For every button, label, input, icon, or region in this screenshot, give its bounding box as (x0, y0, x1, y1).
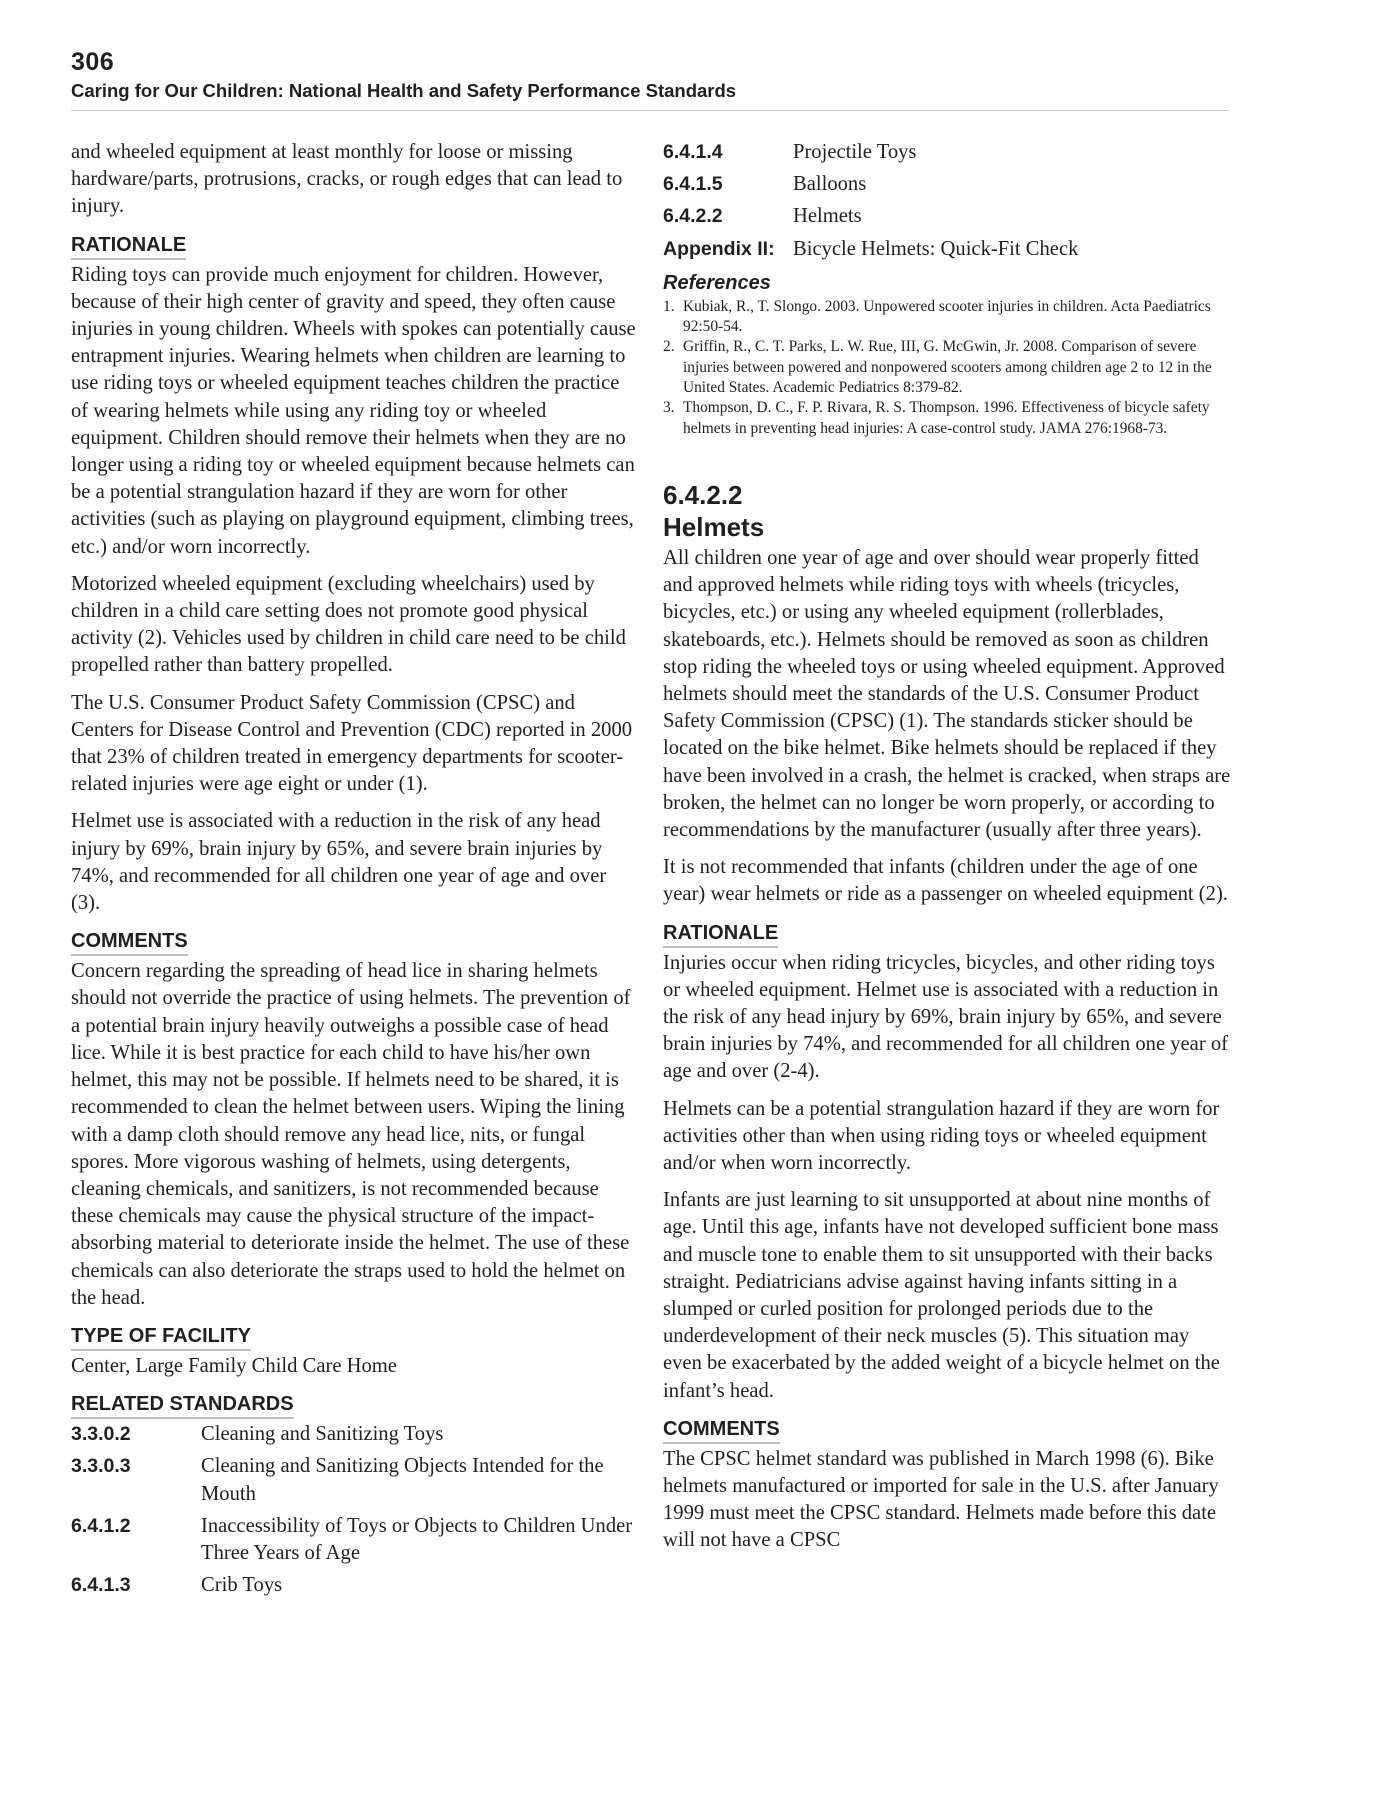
related-standard-item (71, 1453, 639, 1507)
standard-title: Cleaning and Sanitizing Toys (201, 1423, 444, 1446)
standard-code: 6.4.1.4 (663, 141, 723, 163)
comments-paragraph: Concern regarding the spreading of head lice in sharing helmets should not override the practice of using helmets. The prevention of a potential brain injury heavily outweighs a possible case of head lice. While it is best practice for each child to have his/her own helmet, this may not be possible. If helmets need to be shared, it is recommended to clean the helmet between users. Wiping the lining with a damp cloth should remove any head lice, nits, or fungal spores. More vigorous washing of helmets, using detergents, cleaning chemicals, and sanitizers, is not recommended because these chemicals may cause the physical structure of the impact-absorbing material to deteriorate inside the helmet. The use of these chemicals can also deteriorate the straps used to hold the helmet on the head. (71, 960, 631, 1309)
reference-item (663, 297, 1231, 338)
reference-number: 2. (663, 338, 675, 356)
rationale-paragraph: The U.S. Consumer Product Safety Commission (CPSC) and Centers for Disease Control and Prevention (CDC) reported in 2000 that 23% of children treated in emergency departments for scooter-related injuries were age eight or under (1). (71, 691, 633, 796)
right-column (663, 139, 1231, 1565)
reference-item (663, 398, 1231, 439)
intro-paragraph: and wheeled equipment at least monthly for loose or missing hardware/parts, protrusions, cracks, or rough edges that can lead to injury. (71, 141, 623, 218)
standard-code: 6.4.1.2 (71, 1514, 131, 1537)
standard-title: Inaccessibility of Toys or Objects to Children Under Three Years of Age (201, 1514, 633, 1564)
related-standard-item (71, 1421, 639, 1448)
running-header-title: Caring for Our Children: National Health and Safety Performance Standards (71, 80, 737, 101)
reference-text: Thompson, D. C., F. P. Rivara, R. S. Thompson. 1996. Effectiveness of bicycle safety helmets in preventing head injuries: A case-control study. JAMA 276:1968-73. (683, 399, 1210, 437)
rationale-paragraph: Infants are just learning to sit unsupported at about nine months of age. Until this age, infants have not developed sufficient bone mass and muscle tone to enable them to sit unsupported with their backs straight. Pediatricians advise against having infants sitting in a slumped or curled position for prolonged periods due to the underdevelopment of their neck muscles (5). This situation may even be exacerbated by the added weight of a bicycle helmet on the infant’s head. (663, 1189, 1220, 1402)
standard-number-heading: 6.4.2.2 (663, 479, 743, 510)
related-standard-item (663, 139, 1231, 166)
standard-title: Balloons (793, 173, 867, 196)
related-standards-heading: RELATED STANDARDS (71, 1392, 294, 1419)
comments-heading: COMMENTS (663, 1417, 780, 1444)
related-standard-item (71, 1572, 639, 1599)
comments-paragraph: The CPSC helmet standard was published in March 1998 (6). Bike helmets manufactured or imported for sale in the U.S. after January 1999 must meet the CPSC standard. Helmets made before this date will not have a CPSC (663, 1447, 1219, 1552)
rationale-paragraph: Motorized wheeled equipment (excluding wheelchairs) used by children in a child care setting does not promote good physical activity (2). Vehicles used by children in child care need to be child propelled rather than battery propelled. (71, 572, 626, 677)
rationale-paragraph: Helmets can be a potential strangulation hazard if they are worn for activities other than when using riding toys or wheeled equipment and/or when worn incorrectly. (663, 1097, 1220, 1174)
reference-number: 1. (663, 297, 675, 315)
standard-code: Appendix II: (663, 237, 775, 260)
standard-code: 3.3.0.2 (71, 1423, 131, 1446)
rationale-heading: RATIONALE (663, 921, 778, 948)
rationale-paragraph: Riding toys can provide much enjoyment for children. However, because of their high center of gravity and speed, they often cause injuries in young children. Wheels with spokes can potentially cause entrapment injuries. Wearing helmets when children are learning to use riding toys or wheeled equipment teaches children the practice of wearing helmets while using any riding toy or wheeled equipment. Children should remove their helmets when they are no longer using a riding toy or wheeled equipment because helmets can be a potential strangulation hazard if they are worn for other activities (such as playing on playground equipment, climbing trees, etc.) and/or worn incorrectly. (71, 263, 636, 558)
references-heading: References (663, 271, 771, 294)
standard-title: Crib Toys (201, 1574, 283, 1597)
standard-title: Cleaning and Sanitizing Objects Intended for the Mouth (201, 1455, 604, 1505)
standard-body-paragraph: All children one year of age and over should wear properly fitted and approved helmets while riding toys with wheels (tricycles, bicycles, etc.) or using any wheeled equipment (rollerblades, skateboards, etc.). Helmets should be removed as soon as children stop riding the wheeled toys or using wheeled equipment. Approved helmets should meet the standards of the U.S. Consumer Product Safety Commission (CPSC) (1). The standards sticker should be located on the bike helmet. Bike helmets should be replaced if they have been involved in a crash, the helmet is cracked, when straps are broken, the helmet can no longer be worn properly, or according to recommendations by the manufacturer (usually after three years). (663, 546, 1231, 841)
header-rule (71, 110, 1229, 111)
related-standard-item (71, 1513, 639, 1567)
rationale-heading: RATIONALE (71, 233, 186, 260)
comments-heading: COMMENTS (71, 929, 188, 956)
related-standard-item (663, 236, 1231, 263)
left-column (71, 139, 639, 1604)
page-number: 306 (71, 48, 115, 76)
standard-title: Projectile Toys (793, 141, 917, 163)
standard-code: 6.4.1.3 (71, 1574, 131, 1597)
standard-code: 6.4.1.5 (663, 173, 723, 196)
references-list (663, 297, 1231, 439)
type-of-facility-heading: TYPE OF FACILITY (71, 1324, 251, 1351)
rationale-paragraph: Helmet use is associated with a reduction in the risk of any head injury by 69%, brain injury by 65%, and severe brain injuries by 74%, and recommended for all children one year of age and over (3). (71, 810, 607, 915)
reference-number: 3. (663, 399, 675, 417)
rationale-paragraph: Injuries occur when riding tricycles, bicycles, and other riding toys or wheeled equipment. Helmet use is associated with a reduction in the risk of any head injury by 69%, brain injury by 65%, and severe brain injuries by 74%, and recommended for all children one year of age and over (2-4). (663, 951, 1228, 1083)
standard-code: 6.4.2.2 (663, 205, 723, 228)
related-standard-item (663, 203, 1231, 230)
standard-title: Helmets (793, 205, 862, 228)
standard-body-paragraph: It is not recommended that infants (children under the age of one year) wear helmets or ride as a passenger on wheeled equipment (2). (663, 856, 1228, 906)
facility-text: Center, Large Family Child Care Home (71, 1354, 397, 1377)
reference-text: Kubiak, R., T. Slongo. 2003. Unpowered scooter injuries in children. Acta Paediatrics 92:50-54. (683, 297, 1211, 336)
standard-title: Bicycle Helmets: Quick-Fit Check (793, 237, 1079, 260)
reference-item (663, 337, 1231, 398)
reference-text: Griffin, R., C. T. Parks, L. W. Rue, III, G. McGwin, Jr. 2008. Comparison of severe injuries between powered and nonpowered scooters among children age 2 to 12 in the United States. Academic Pediatrics 8:379-82. (683, 338, 1212, 396)
standard-code: 3.3.0.3 (71, 1455, 131, 1478)
related-standard-item (663, 171, 1231, 198)
standard-title-heading: Helmets (663, 511, 765, 542)
